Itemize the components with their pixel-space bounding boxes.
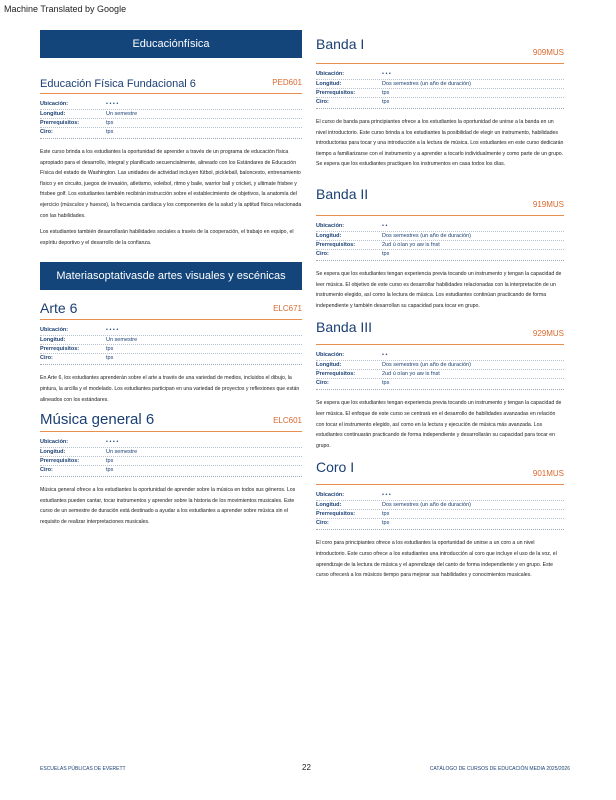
meta-prereq-row [40,118,302,127]
course-title: Arte 6 [40,300,78,317]
course-music [40,411,302,527]
meta-value: tps [106,355,114,362]
meta-credit-row [40,465,302,474]
meta-label: Longitud: [316,232,342,239]
description-paragraph: Se espera que los estudiantes tengan experiencia previa tocando un instrumento y tengan la capacidad de leer música. El enfoque de este curso se centrará en el desarrollo de habilidades avanzadas en relación con tocar el instrumento elegido, así como en la lectura y ejecución de música más avanzada. Los estudiantes continuarán practicando de forma independiente y desarrollarán su capacidad para tocar en grupo. [316,400,562,449]
meta-length-row [316,360,564,369]
meta-prereq-row [316,369,564,378]
meta-value: Un semestre [106,111,138,117]
course-header [316,459,564,485]
course-band-1 [316,36,564,170]
meta-value: Dos semestres (un año de duración) [382,232,471,239]
meta-location-row [40,438,302,447]
page-number: 22 [302,763,311,772]
meta-value: • • [382,222,388,229]
course-description [316,398,564,451]
course-band-2 [316,186,564,311]
course-header [316,186,564,216]
meta-label: Longitud: [40,337,66,344]
meta-value: tps [106,120,114,126]
meta-value: tps [382,250,390,257]
meta-prereq-row [40,344,302,353]
meta-label: Ubicación: [316,492,345,499]
course-code: ELC671 [273,304,302,314]
course-title: Banda II [316,185,369,202]
meta-label: Prerrequisitos: [316,371,356,378]
meta-label: Longitud: [40,111,66,117]
description-paragraph: Música general ofrece a los estudiantes la oportunidad de aprender sobre la música en todos sus géneros. Los estudiantes pueden cantar, tocar instrumentos y aprender sobre la historia de los movimientos musicales. Este curso de un semestre de duración está destinado a ayudar a los estudiantes a aprender sobre música sin el requisito de realizar interpretaciones musicales. [40,487,296,525]
meta-length-row [40,335,302,344]
meta-label: Longitud: [316,502,342,509]
meta-length-row [40,109,302,118]
course-description [316,269,564,311]
course-code: ELC601 [273,416,302,426]
meta-prereq-row [316,240,564,249]
meta-credit-row [40,127,302,136]
meta-value: Un semestre [106,337,138,344]
meta-label: Ciro: [316,99,329,105]
meta-value: tps [382,380,390,387]
meta-credit-row [316,378,564,387]
course-header [316,36,564,64]
meta-label: Ubicación: [40,327,69,334]
course-code: 909MUS [532,48,564,57]
course-title: Banda III [316,319,373,336]
course-meta [40,326,302,365]
meta-value: Dos semestres (un año de duración) [382,81,471,87]
right-column [316,36,564,581]
course-meta [316,491,564,530]
description-paragraph: Este curso brinda a los estudiantes la oportunidad de aprender a través de un programa de educación física apropiado para el desarrollo, integral y planificado secuencialmente, alineado con los Estándares de Educación Física del estado de Washington. Las unidades de actividad incluyen fútbol, pickleball, baloncesto, entrenamiento físico y en circuito, juegos de invasión, atletismo, voleibol, ritmo y baile, warrior ball y cricket, y ultimate frisbee y frisbee golf. Los estudiantes también recibirán instrucción sobre el establecimiento de objetivos, la anatomía del ejercicio (músculos y huesos), la frecuencia cardíaca y los componentes de la salud y la aptitud física relacionada con las habilidades. [40,149,302,219]
meta-location-row [316,491,564,500]
meta-credit-row [40,353,302,362]
meta-value: Un semestre [106,449,138,456]
description-paragraph: El coro para principiantes ofrece a los estudiantes la oportunidad de unirse a un coro a un nivel introductorio. Este curso ofrece a los estudiantes una introducción al coro que incluye el uso de la voz, el aprendizaje de la lectura de música y el aprendizaje del canto de forma independiente y en grupo. Este curso ofrecerá a los músicos tiempo para mejorar sus habilidades y conocimientos musicales. [316,540,557,579]
left-column [40,30,302,528]
meta-length-row [316,79,564,88]
meta-label: Ciro: [40,129,53,135]
meta-label: Ciro: [316,520,329,527]
meta-value: • • • [382,492,391,499]
footer-district: ESCUELAS PÚBLICAS DE EVERETT [40,766,126,772]
meta-value: 2ud ú oían yo aw is fnst [382,371,440,378]
meta-prereq-row [40,456,302,465]
meta-value: tps [106,346,114,353]
course-choir-1 [316,459,564,580]
meta-label: Prerrequisitos: [40,458,80,465]
description-paragraph: El curso de banda para principiantes ofrece a los estudiantes la oportunidad de unirse a la banda en un nivel introductorio. Este curso brinda a los estudiantes la posibilidad de elegir un instrumento, habilidades introductorias para tocar y una introducción a la lectura de música. Los estudiantes en este curso dedicarán tiempo a familiarizarse con el instrumento y a aprender a tocarlo individualmente y como parte de un grupo. Se espera que los estudiantes practiquen los instrumentos en casa todos los días. [316,119,564,168]
meta-label: Ciro: [40,467,53,474]
meta-value: Dos semestres (un año de duración) [382,362,471,369]
course-meta [40,438,302,477]
description-paragraph: Se espera que los estudiantes tengan experiencia previa tocando un instrumento y tengan la capacidad de leer música. El objetivo de este curso es desarrollar habilidades relacionadas con la interpretación de un instrumento elegido, así como la lectura de música. Los estudiantes continúan practicando de forma independiente y también desarrollan su capacidad para tocar en grupo. [316,270,562,309]
description-paragraph: Los estudiantes también desarrollarán habilidades sociales a través de la cooperación, el trabajo en equipo, el espíritu deportivo y el desarrollo de la confianza. [40,229,294,246]
course-header [316,319,564,345]
section-banner-arts-electives: Materiasoptativasde artes visuales y escénicas [40,262,302,290]
meta-value: • • • [382,71,391,77]
meta-value: Dos semestres (un año de duración) [382,502,471,509]
meta-value: • • • • [106,101,119,107]
course-description [40,485,302,527]
machine-translation-note: Machine Translated by Google [4,4,127,14]
course-description [316,538,564,580]
meta-credit-row [316,249,564,258]
course-title: Educación Física Fundacional 6 [40,78,196,90]
meta-value: tps [382,99,390,105]
meta-label: Ubicación: [316,71,345,77]
meta-value: 2ud ú oían yo aw is fnst [382,241,440,248]
meta-credit-row [316,97,564,106]
course-header [40,74,302,94]
meta-prereq-row [316,509,564,518]
course-description [40,373,302,405]
meta-label: Ciro: [316,380,329,387]
meta-label: Prerrequisitos: [316,241,356,248]
description-paragraph: En Arte 6, los estudiantes aprenderán sobre el arte a través de una variedad de medios, incluidos el dibujo, la pintura, la arcilla y el modelado. Los estudiantes participan en una variedad de proyectos y reflexiones que están alineados con los estándares. [40,375,300,403]
meta-length-row [316,500,564,509]
course-description [40,147,302,248]
course-meta [40,100,302,139]
meta-location-row [316,70,564,79]
course-title: Música general 6 [40,411,155,429]
course-art [40,300,302,405]
meta-length-row [316,231,564,240]
meta-label: Prerrequisitos: [316,511,356,518]
meta-label: Ubicación: [40,439,69,446]
meta-label: Ciro: [40,355,53,362]
meta-label: Longitud: [316,81,342,87]
meta-label: Prerrequisitos: [40,120,80,126]
meta-label: Ciro: [316,250,329,257]
course-code: 901MUS [532,469,564,479]
meta-label: Ubicación: [316,222,345,229]
meta-value: tps [106,129,114,135]
course-header [40,300,302,320]
course-meta [316,351,564,390]
course-meta [316,70,564,109]
meta-value: tps [106,458,114,465]
meta-value: • • • • [106,327,119,334]
meta-location-row [40,326,302,335]
meta-location-row [316,222,564,231]
meta-label: Longitud: [40,449,66,456]
course-meta [316,222,564,261]
meta-value: tps [382,520,390,527]
meta-value: • • • • [106,439,119,446]
meta-label: Longitud: [316,362,342,369]
meta-location-row [316,351,564,360]
meta-label: Ubicación: [316,352,345,359]
meta-prereq-row [316,88,564,97]
course-pe [40,74,302,248]
meta-value: • • [382,352,388,359]
course-code: 929MUS [532,329,564,339]
section-banner-physical-education: Educaciónfísica [40,30,302,58]
course-title: Banda I [316,36,365,52]
meta-length-row [40,447,302,456]
meta-label: Prerrequisitos: [40,346,80,353]
course-title: Coro I [316,459,355,476]
course-code: PED601 [272,78,302,87]
meta-label: Ubicación: [40,101,69,107]
meta-label: Prerrequisitos: [316,90,356,96]
meta-credit-row [316,518,564,527]
meta-value: tps [382,90,390,96]
course-description [316,117,564,170]
course-header [40,411,302,432]
course-band-3 [316,319,564,451]
meta-value: tps [106,467,114,474]
footer-catalog-title: CATÁLOGO DE CURSOS DE EDUCACIÓN MEDIA 2025/2026 [429,766,570,772]
meta-location-row [40,100,302,109]
meta-value: tps [382,511,390,518]
course-code: 919MUS [532,199,564,209]
